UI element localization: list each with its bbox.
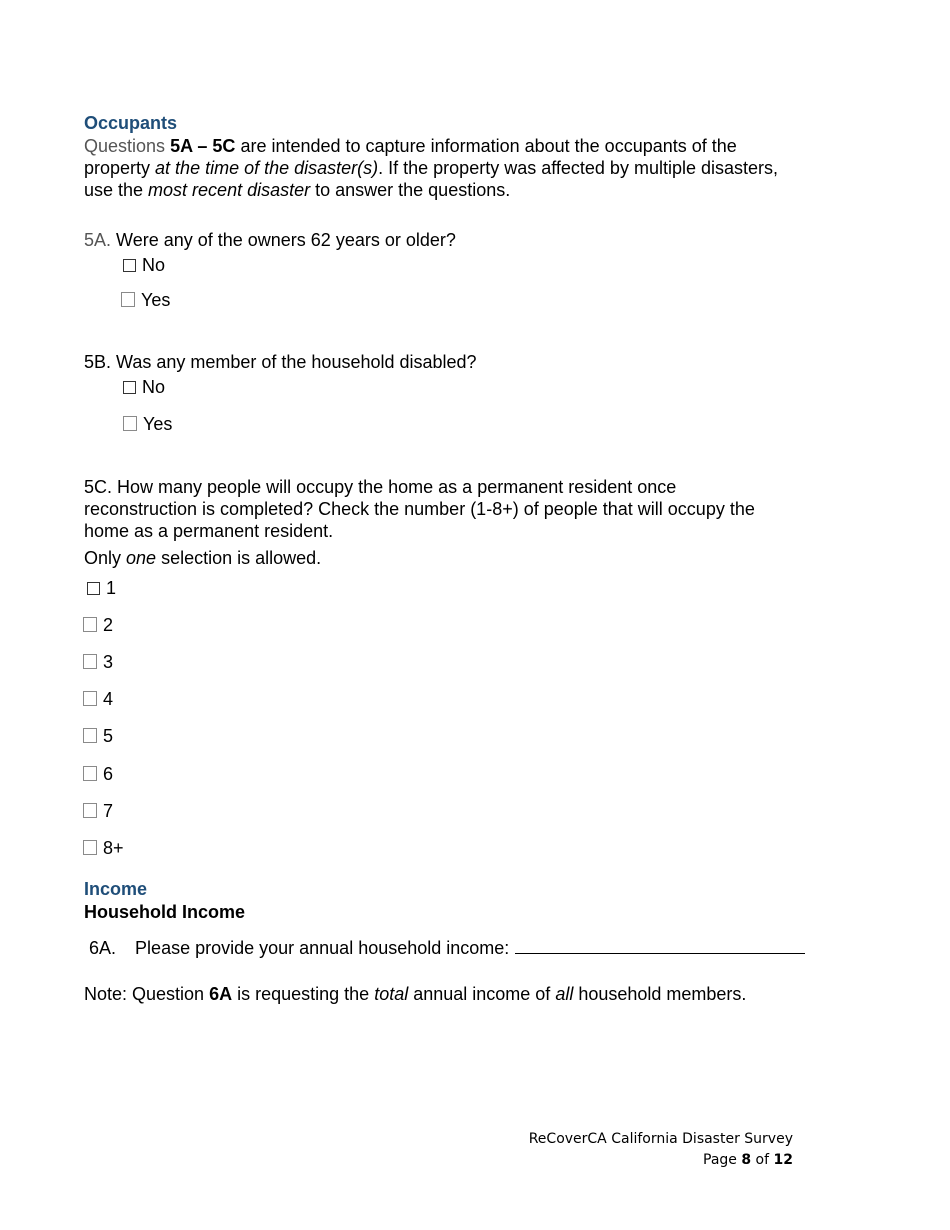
intro-questions-word: Questions	[84, 136, 166, 156]
note-part-7: household members.	[573, 984, 747, 1004]
q5b-option-no[interactable]: No	[123, 377, 165, 398]
question-5c-note	[84, 548, 321, 569]
note-part-4: total	[374, 984, 409, 1004]
checkbox-icon[interactable]	[83, 617, 97, 632]
income-note	[84, 984, 746, 1005]
checkbox-icon[interactable]	[123, 259, 136, 272]
q5c-option-6[interactable]: 6	[83, 764, 113, 785]
note-emphasis: one	[126, 548, 157, 568]
checkbox-icon[interactable]	[87, 582, 100, 595]
question-5a-text: Were any of the owners 62 years or older?	[111, 230, 456, 250]
q5c-option-3[interactable]: 3	[83, 652, 113, 673]
intro-text-2: . If the property was affected by multiple disasters, use the	[84, 158, 778, 200]
question-5a	[84, 230, 456, 251]
intro-emphasis-2: most recent disaster	[148, 180, 311, 200]
income-heading: Income	[84, 879, 148, 899]
footer-page-number	[529, 1150, 793, 1171]
occupants-intro	[84, 135, 784, 201]
q5c-option-5[interactable]: 5	[83, 726, 113, 747]
intro-emphasis-1: at the time of the disaster(s)	[155, 158, 379, 178]
q5a-option-yes[interactable]: Yes	[121, 290, 170, 311]
q5c-option-2[interactable]: 2	[83, 615, 113, 636]
household-income-subheading: Household Income	[84, 902, 246, 922]
page-label: Page	[703, 1152, 742, 1168]
question-6a-text: Please provide your annual household income:	[135, 938, 510, 958]
q5b-option-yes[interactable]: Yes	[123, 414, 172, 435]
note-part-1: Note: Question	[84, 984, 210, 1004]
checkbox-icon[interactable]	[83, 840, 97, 855]
checkbox-icon[interactable]	[83, 728, 97, 743]
page-num: 8	[741, 1152, 752, 1168]
checkbox-icon[interactable]	[83, 766, 97, 781]
checkbox-icon[interactable]	[83, 691, 97, 706]
question-6a-number: 6A.	[89, 938, 117, 958]
checkbox-icon[interactable]	[123, 381, 136, 394]
q5c-option-7[interactable]: 7	[83, 801, 113, 822]
note-text-1: Only	[84, 548, 127, 568]
note-part-6: all	[555, 984, 574, 1004]
intro-range: 5A – 5C	[170, 136, 236, 156]
note-part-5: annual income of	[408, 984, 556, 1004]
checkbox-icon[interactable]	[123, 416, 137, 431]
question-6a	[89, 938, 805, 959]
note-part-2: 6A	[209, 984, 233, 1004]
checkbox-icon[interactable]	[83, 654, 97, 669]
note-text-2: selection is allowed.	[156, 548, 322, 568]
question-5a-number: 5A.	[84, 230, 112, 250]
q5c-option-4[interactable]: 4	[83, 689, 113, 710]
question-5b: 5B. Was any member of the household disabled?	[84, 352, 477, 372]
q5c-option-8plus[interactable]: 8+	[83, 838, 124, 859]
checkbox-icon[interactable]	[121, 292, 135, 307]
of-label: of	[751, 1152, 774, 1168]
page-total: 12	[773, 1152, 793, 1168]
income-answer-line[interactable]	[515, 939, 805, 954]
intro-text-3: to answer the questions.	[310, 180, 511, 200]
page-footer	[529, 1129, 793, 1171]
intro-text-1: are intended to capture information about the occupants of the property	[84, 136, 737, 178]
footer-title: ReCoverCA California Disaster Survey	[528, 1131, 793, 1147]
note-part-3: is requesting the	[232, 984, 375, 1004]
occupants-heading: Occupants	[84, 113, 178, 133]
q5c-option-1[interactable]: 1	[87, 578, 116, 599]
question-5c: 5C. How many people will occupy the home as a permanent resident once reconstruction is completed? Check the number (1-8+) of people that will occupy the home as a permanent resident.	[84, 477, 755, 541]
q5a-option-no[interactable]: No	[123, 255, 165, 276]
checkbox-icon[interactable]	[83, 803, 97, 818]
